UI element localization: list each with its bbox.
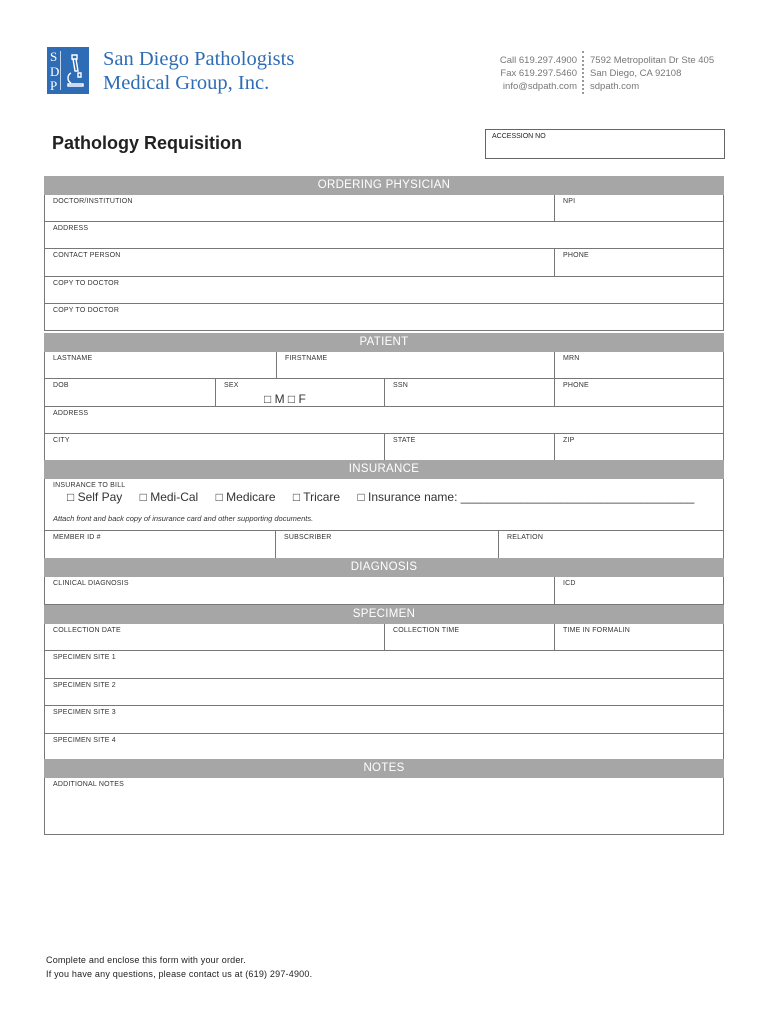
contact-email: info@sdpath.com: [502, 81, 577, 92]
logo-letter-p: P: [50, 78, 58, 93]
specimen-site-3-label: SPECIMEN SITE 3: [53, 709, 116, 716]
zip-label: ZIP: [563, 437, 575, 444]
collection-time-label: COLLECTION TIME: [393, 627, 460, 634]
specimen-site-1-label: SPECIMEN SITE 1: [53, 654, 116, 661]
relation-label: RELATION: [507, 534, 544, 541]
relation-field[interactable]: [498, 531, 723, 558]
medi-cal-checkbox[interactable]: □ Medi-Cal: [139, 490, 199, 504]
clinical-diagnosis-field[interactable]: [45, 577, 554, 604]
specimen-row-1: [44, 624, 724, 651]
collection-date-field[interactable]: [45, 624, 384, 650]
logo-letter-d: D: [50, 64, 60, 79]
patient-row-2: [44, 379, 724, 407]
ssn-field[interactable]: [384, 379, 555, 406]
lastname-label: LASTNAME: [53, 355, 93, 362]
microscope-icon: [63, 53, 87, 89]
patient-phone-label: PHONE: [563, 382, 589, 389]
contact-info: [500, 54, 577, 93]
company-name-line2: Medical Group, Inc.: [103, 72, 270, 94]
insurance-to-bill-row: [44, 479, 724, 531]
member-id-label: MEMBER ID #: [53, 534, 101, 541]
tricare-checkbox[interactable]: □ Tricare: [292, 490, 341, 504]
state-field[interactable]: [384, 434, 555, 460]
patient-address-field[interactable]: [44, 407, 724, 434]
insurance-section: [44, 460, 724, 559]
insurance-to-bill-label: INSURANCE TO BILL: [53, 482, 126, 489]
website: sdpath.com: [590, 81, 640, 92]
subscriber-field[interactable]: [275, 531, 499, 558]
city-field[interactable]: [45, 434, 384, 460]
specimen-site-2-field[interactable]: [44, 679, 724, 706]
doctor-institution-field[interactable]: [45, 195, 554, 221]
contact-person-field[interactable]: [45, 249, 554, 276]
state-label: STATE: [393, 437, 416, 444]
specimen-site-4-label: SPECIMEN SITE 4: [53, 737, 116, 744]
specimen-header: SPECIMEN: [44, 605, 724, 624]
dob-label: DOB: [53, 382, 69, 389]
patient-header: PATIENT: [44, 333, 724, 352]
subscriber-label: SUBSCRIBER: [284, 534, 332, 541]
insurance-header: INSURANCE: [44, 460, 724, 479]
time-in-formalin-field[interactable]: [554, 624, 723, 650]
collection-time-field[interactable]: [384, 624, 555, 650]
collection-date-label: COLLECTION DATE: [53, 627, 121, 634]
sex-field[interactable]: [215, 379, 385, 406]
patient-row-1: [44, 352, 724, 379]
ordering-phone-label: PHONE: [563, 252, 589, 259]
logo-divider: [60, 51, 61, 90]
npi-label: NPI: [563, 198, 576, 205]
patient-section: [44, 333, 724, 461]
ordering-address-field[interactable]: [44, 222, 724, 249]
mrn-field[interactable]: [554, 352, 723, 378]
accession-no-field[interactable]: [485, 129, 725, 159]
diagnosis-header: DIAGNOSIS: [44, 558, 724, 577]
ordering-phone-field[interactable]: [554, 249, 723, 276]
accession-no-label: ACCESSION NO: [492, 133, 546, 140]
copy-to-doctor-1-field[interactable]: [44, 277, 724, 304]
address-info: [590, 54, 714, 93]
ordering-row-3: [44, 249, 724, 277]
copy-to-doctor-2-label: COPY TO DOCTOR: [53, 307, 120, 314]
specimen-section: [44, 605, 724, 761]
copy-to-doctor-2-field[interactable]: [44, 304, 724, 331]
company-name: [103, 47, 294, 95]
sex-checkboxes[interactable]: □ M □ F: [264, 392, 306, 406]
patient-phone-field[interactable]: [554, 379, 723, 406]
diagnosis-row: [44, 577, 724, 605]
contact-person-label: CONTACT PERSON: [53, 252, 121, 259]
insurance-name-checkbox[interactable]: □ Insurance name: ___________________________________: [357, 490, 695, 504]
insurance-note: Attach front and back copy of insurance card and other supporting documents.: [53, 514, 314, 523]
company-logo: [47, 47, 89, 94]
contact-fax: Fax 619.297.5460: [500, 68, 577, 79]
specimen-site-1-field[interactable]: [44, 651, 724, 679]
npi-field[interactable]: [554, 195, 723, 221]
address-line2: San Diego, CA 92108: [590, 68, 682, 79]
ordering-physician-header: ORDERING PHYSICIAN: [44, 176, 724, 195]
medicare-checkbox[interactable]: □ Medicare: [215, 490, 276, 504]
doctor-institution-label: DOCTOR/INSTITUTION: [53, 198, 133, 205]
ordering-row-1: [44, 195, 724, 222]
firstname-label: FIRSTNAME: [285, 355, 328, 362]
mrn-label: MRN: [563, 355, 580, 362]
ordering-physician-section: [44, 176, 724, 331]
copy-to-doctor-1-label: COPY TO DOCTOR: [53, 280, 120, 287]
firstname-field[interactable]: [276, 352, 555, 378]
additional-notes-field[interactable]: [44, 778, 724, 835]
insurance-options: [67, 490, 708, 504]
self-pay-checkbox[interactable]: □ Self Pay: [67, 490, 123, 504]
patient-row-4: [44, 434, 724, 461]
page-title: Pathology Requisition: [52, 133, 243, 153]
icd-label: ICD: [563, 580, 576, 587]
city-label: CITY: [53, 437, 70, 444]
footer-line1: Complete and enclose this form with your order.: [46, 955, 246, 965]
member-id-field[interactable]: [45, 531, 275, 558]
ssn-label: SSN: [393, 382, 408, 389]
notes-section: [44, 759, 724, 835]
contact-phone: Call 619.297.4900: [499, 55, 577, 66]
logo-letter-s: S: [50, 49, 58, 64]
insurance-row-2: [44, 531, 724, 559]
dob-field[interactable]: [45, 379, 215, 406]
specimen-site-4-field[interactable]: [44, 734, 724, 761]
footer: [46, 953, 312, 981]
patient-address-label: ADDRESS: [53, 410, 89, 417]
footer-line2: If you have any questions, please contact us at (619) 297-4900.: [46, 969, 313, 979]
zip-field[interactable]: [554, 434, 723, 460]
contact-divider: [582, 51, 584, 94]
specimen-site-3-field[interactable]: [44, 706, 724, 734]
time-in-formalin-label: TIME IN FORMALIN: [563, 627, 630, 634]
address-line1: 7592 Metropolitan Dr Ste 405: [590, 55, 715, 66]
lastname-field[interactable]: [45, 352, 276, 378]
icd-field[interactable]: [554, 577, 723, 604]
clinical-diagnosis-label: CLINICAL DIAGNOSIS: [53, 580, 129, 587]
sex-label: SEX: [224, 382, 239, 389]
diagnosis-section: [44, 558, 724, 605]
ordering-address-label: ADDRESS: [53, 225, 89, 232]
company-name-line1: San Diego Pathologists: [103, 48, 295, 70]
additional-notes-label: ADDITIONAL NOTES: [53, 781, 125, 788]
specimen-site-2-label: SPECIMEN SITE 2: [53, 682, 116, 689]
notes-header: NOTES: [44, 759, 724, 778]
